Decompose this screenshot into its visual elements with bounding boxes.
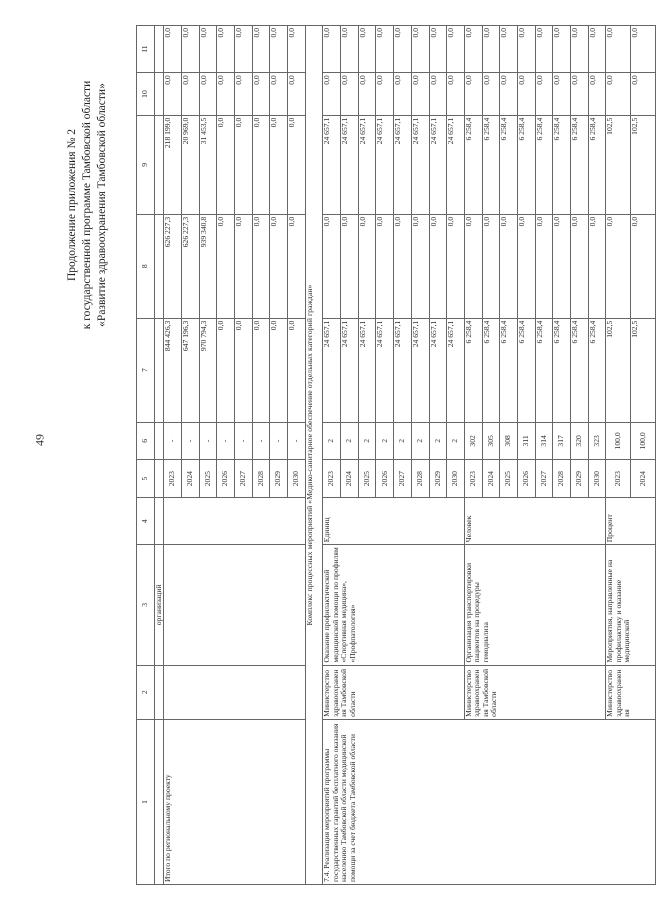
- other-amount: 0,0: [181, 26, 199, 73]
- municipal-amount: 0,0: [358, 73, 376, 115]
- indicator-value: 100,0: [631, 422, 656, 460]
- indicator-value: 308: [500, 422, 518, 460]
- other-amount: 0,0: [358, 26, 376, 73]
- indicator-name: Организация транспортировки пациентов на процедуры гемодиализа: [464, 545, 606, 665]
- federal-amount: 0,0: [252, 214, 270, 318]
- year-cell: 2030: [588, 460, 606, 498]
- row-label-total: Итого по региональному проекту: [164, 719, 306, 884]
- indicator-value: -: [252, 422, 270, 460]
- indicator-value: -: [164, 422, 182, 460]
- regional-amount: 24 657,1: [411, 115, 429, 214]
- other-amount: 0,0: [464, 26, 482, 73]
- indicator-value: 323: [588, 422, 606, 460]
- indicator-value: 2: [411, 422, 429, 460]
- total-amount: 6 258,4: [500, 318, 518, 422]
- indicator-value: -: [270, 422, 288, 460]
- total-amount: 6 258,4: [571, 318, 589, 422]
- measure-label: 7.4. Реализация мероприятий программы государственных гарантий бесплатного оказания населению Тамбовской области медицинской помощи за счет бюджета Тамбовской области: [323, 719, 656, 884]
- regional-amount: 6 258,4: [571, 115, 589, 214]
- total-amount: 24 657,1: [429, 318, 447, 422]
- total-amount: 0,0: [252, 318, 270, 422]
- regional-amount: 6 258,4: [500, 115, 518, 214]
- municipal-amount: 0,0: [217, 73, 235, 115]
- federal-amount: 0,0: [631, 214, 656, 318]
- regional-amount: 24 657,1: [358, 115, 376, 214]
- total-amount: 970 794,3: [199, 318, 217, 422]
- federal-amount: 0,0: [571, 214, 589, 318]
- federal-amount: 0,0: [517, 214, 535, 318]
- federal-amount: 0,0: [553, 214, 571, 318]
- federal-amount: 0,0: [341, 214, 359, 318]
- other-amount: 0,0: [606, 26, 631, 73]
- table-row: [323, 26, 341, 885]
- municipal-amount: 0,0: [482, 73, 500, 115]
- total-amount: 6 258,4: [482, 318, 500, 422]
- other-amount: 0,0: [588, 26, 606, 73]
- program-title: «Развитие здравоохранения Тамбовской области»: [96, 83, 108, 327]
- municipal-amount: 0,0: [429, 73, 447, 115]
- municipal-amount: 0,0: [464, 73, 482, 115]
- total-amount: 24 657,1: [394, 318, 412, 422]
- total-amount: 24 657,1: [447, 318, 465, 422]
- indicator-name: Оказание профилактической медицинской помощи по профилям «Спортивная медицина», «Профпатология»: [323, 545, 465, 665]
- regional-amount: 0,0: [217, 115, 235, 214]
- col-num: 8: [137, 214, 155, 318]
- year-cell: 2028: [553, 460, 571, 498]
- empty-cell: [154, 665, 164, 719]
- carry-over-text: организаций: [154, 545, 164, 665]
- empty-cell: [164, 545, 306, 665]
- other-amount: 0,0: [341, 26, 359, 73]
- table-body: [137, 26, 656, 885]
- municipal-amount: 0,0: [234, 73, 252, 115]
- total-amount: 6 258,4: [464, 318, 482, 422]
- empty-cell: [154, 498, 164, 545]
- col-num: 4: [137, 498, 155, 545]
- regional-amount: 24 657,1: [447, 115, 465, 214]
- municipal-amount: 0,0: [500, 73, 518, 115]
- table-row: [164, 26, 182, 885]
- municipal-amount: 0,0: [341, 73, 359, 115]
- section-row: [305, 26, 323, 885]
- total-amount: 6 258,4: [553, 318, 571, 422]
- total-amount: 0,0: [270, 318, 288, 422]
- regional-amount: 31 453,5: [199, 115, 217, 214]
- other-amount: 0,0: [553, 26, 571, 73]
- year-cell: 2027: [394, 460, 412, 498]
- year-cell: 2024: [482, 460, 500, 498]
- regional-amount: 6 258,4: [517, 115, 535, 214]
- indicator-value: 2: [394, 422, 412, 460]
- regional-amount: 6 258,4: [482, 115, 500, 214]
- year-cell: 2026: [217, 460, 235, 498]
- regional-amount: 24 657,1: [323, 115, 341, 214]
- federal-amount: 0,0: [234, 214, 252, 318]
- federal-amount: 0,0: [606, 214, 631, 318]
- regional-amount: 24 657,1: [376, 115, 394, 214]
- municipal-amount: 0,0: [447, 73, 465, 115]
- year-cell: 2026: [376, 460, 394, 498]
- municipal-amount: 0,0: [181, 73, 199, 115]
- municipal-amount: 0,0: [164, 73, 182, 115]
- regional-amount: 0,0: [270, 115, 288, 214]
- federal-amount: 0,0: [217, 214, 235, 318]
- unit-cell: Процент: [606, 498, 656, 545]
- municipal-amount: 0,0: [553, 73, 571, 115]
- other-amount: 0,0: [199, 26, 217, 73]
- year-cell: 2028: [411, 460, 429, 498]
- total-amount: 24 657,1: [323, 318, 341, 422]
- other-amount: 0,0: [571, 26, 589, 73]
- regional-amount: 218 199,0: [164, 115, 182, 214]
- year-cell: 2030: [288, 460, 306, 498]
- unit-cell: Человек: [464, 498, 606, 545]
- col-num: 7: [137, 318, 155, 422]
- year-cell: 2023: [164, 460, 182, 498]
- federal-amount: 0,0: [588, 214, 606, 318]
- col-num: 9: [137, 115, 155, 214]
- municipal-amount: 0,0: [376, 73, 394, 115]
- column-number-row: [137, 26, 155, 885]
- indicator-value: 305: [482, 422, 500, 460]
- col-num: 5: [137, 460, 155, 498]
- other-amount: 0,0: [500, 26, 518, 73]
- year-cell: 2029: [270, 460, 288, 498]
- federal-amount: 0,0: [482, 214, 500, 318]
- total-amount: 24 657,1: [376, 318, 394, 422]
- col-num: 10: [137, 73, 155, 115]
- other-amount: 0,0: [429, 26, 447, 73]
- year-cell: 2025: [199, 460, 217, 498]
- year-cell: 2024: [631, 460, 656, 498]
- municipal-amount: 0,0: [606, 73, 631, 115]
- federal-amount: 0,0: [394, 214, 412, 318]
- total-amount: 0,0: [234, 318, 252, 422]
- federal-amount: 0,0: [411, 214, 429, 318]
- indicator-value: 2: [447, 422, 465, 460]
- col-num: 3: [137, 545, 155, 665]
- other-amount: 0,0: [631, 26, 656, 73]
- year-cell: 2023: [606, 460, 631, 498]
- federal-amount: 0,0: [270, 214, 288, 318]
- indicator-value: 2: [429, 422, 447, 460]
- indicator-value: 314: [535, 422, 553, 460]
- col-num: 6: [137, 422, 155, 460]
- year-cell: 2028: [252, 460, 270, 498]
- municipal-amount: 0,0: [631, 73, 656, 115]
- indicator-value: 2: [358, 422, 376, 460]
- municipal-amount: 0,0: [535, 73, 553, 115]
- indicator-value: 311: [517, 422, 535, 460]
- regional-amount: 24 657,1: [341, 115, 359, 214]
- year-cell: 2024: [341, 460, 359, 498]
- total-amount: 102,5: [606, 318, 631, 422]
- indicator-value: 2: [323, 422, 341, 460]
- indicator-value: -: [181, 422, 199, 460]
- total-amount: 24 657,1: [341, 318, 359, 422]
- regional-amount: 24 657,1: [394, 115, 412, 214]
- regional-amount: 6 258,4: [535, 115, 553, 214]
- program-heading: к государственной программе Тамбовской области: [81, 80, 93, 330]
- other-amount: 0,0: [270, 26, 288, 73]
- indicator-value: 302: [464, 422, 482, 460]
- indicator-value: -: [288, 422, 306, 460]
- empty-cell: [164, 498, 306, 545]
- page-number: 49: [32, 434, 47, 446]
- executor-cell: Министерство здравоохранения: [606, 665, 656, 719]
- empty-cell: [154, 422, 164, 460]
- empty-cell: [164, 665, 306, 719]
- section-title: Комплекс процессных мероприятий «Медико-санитарное обеспечение отдельных категорий граждан»: [305, 26, 323, 885]
- federal-amount: 939 340,8: [199, 214, 217, 318]
- carry-over-row: [154, 26, 164, 885]
- federal-amount: 0,0: [376, 214, 394, 318]
- municipal-amount: 0,0: [252, 73, 270, 115]
- other-amount: 0,0: [234, 26, 252, 73]
- indicator-value: 317: [553, 422, 571, 460]
- municipal-amount: 0,0: [588, 73, 606, 115]
- municipal-amount: 0,0: [288, 73, 306, 115]
- year-cell: 2027: [535, 460, 553, 498]
- municipal-amount: 0,0: [394, 73, 412, 115]
- total-amount: 844 426,3: [164, 318, 182, 422]
- regional-amount: 6 258,4: [588, 115, 606, 214]
- rotated-table-area: [136, 25, 656, 885]
- year-cell: 2024: [181, 460, 199, 498]
- executor-cell: Министерство здравоохранения Тамбовской области: [464, 665, 606, 719]
- indicator-value: -: [234, 422, 252, 460]
- other-amount: 0,0: [482, 26, 500, 73]
- year-cell: 2029: [571, 460, 589, 498]
- other-amount: 0,0: [411, 26, 429, 73]
- municipal-amount: 0,0: [270, 73, 288, 115]
- municipal-amount: 0,0: [571, 73, 589, 115]
- federal-amount: 0,0: [535, 214, 553, 318]
- indicator-value: 100,0: [606, 422, 631, 460]
- other-amount: 0,0: [217, 26, 235, 73]
- other-amount: 0,0: [323, 26, 341, 73]
- total-amount: 0,0: [217, 318, 235, 422]
- total-amount: 6 258,4: [517, 318, 535, 422]
- unit-cell: Единиц: [323, 498, 465, 545]
- other-amount: 0,0: [517, 26, 535, 73]
- federal-amount: 0,0: [429, 214, 447, 318]
- indicator-name: Мероприятия, направленные на профилактику и оказание медицинской: [606, 545, 656, 665]
- other-amount: 0,0: [252, 26, 270, 73]
- total-amount: 24 657,1: [411, 318, 429, 422]
- year-cell: 2026: [517, 460, 535, 498]
- other-amount: 0,0: [535, 26, 553, 73]
- year-cell: 2027: [234, 460, 252, 498]
- federal-amount: 0,0: [323, 214, 341, 318]
- regional-amount: 102,5: [631, 115, 656, 214]
- other-amount: 0,0: [376, 26, 394, 73]
- year-cell: 2030: [447, 460, 465, 498]
- federal-amount: 0,0: [464, 214, 482, 318]
- other-amount: 0,0: [394, 26, 412, 73]
- federal-amount: 0,0: [288, 214, 306, 318]
- regional-amount: 0,0: [234, 115, 252, 214]
- federal-amount: 0,0: [500, 214, 518, 318]
- other-amount: 0,0: [447, 26, 465, 73]
- year-cell: 2025: [358, 460, 376, 498]
- indicator-value: -: [217, 422, 235, 460]
- total-amount: 6 258,4: [588, 318, 606, 422]
- year-cell: 2025: [500, 460, 518, 498]
- other-amount: 0,0: [164, 26, 182, 73]
- regional-amount: 0,0: [288, 115, 306, 214]
- other-amount: 0,0: [288, 26, 306, 73]
- federal-amount: 0,0: [447, 214, 465, 318]
- regional-amount: 6 258,4: [464, 115, 482, 214]
- municipal-amount: 0,0: [411, 73, 429, 115]
- federal-amount: 626 227,3: [181, 214, 199, 318]
- col-num: 1: [137, 719, 155, 884]
- regional-amount: 20 969,0: [181, 115, 199, 214]
- municipal-amount: 0,0: [199, 73, 217, 115]
- col-num: 11: [137, 26, 155, 73]
- year-cell: 2023: [323, 460, 341, 498]
- municipal-amount: 0,0: [517, 73, 535, 115]
- indicator-value: 2: [376, 422, 394, 460]
- budget-table: [136, 25, 656, 885]
- col-num: 2: [137, 665, 155, 719]
- regional-amount: 102,5: [606, 115, 631, 214]
- regional-amount: 24 657,1: [429, 115, 447, 214]
- appendix-heading: Продолжение приложения № 2: [66, 128, 78, 282]
- municipal-amount: 0,0: [323, 73, 341, 115]
- year-cell: 2023: [464, 460, 482, 498]
- year-cell: 2029: [429, 460, 447, 498]
- total-amount: 102,5: [631, 318, 656, 422]
- total-amount: 24 657,1: [358, 318, 376, 422]
- regional-amount: 0,0: [252, 115, 270, 214]
- total-amount: 647 196,3: [181, 318, 199, 422]
- indicator-value: 2: [341, 422, 359, 460]
- regional-amount: 6 258,4: [553, 115, 571, 214]
- executor-cell: Министерство здравоохранения Тамбовской области: [323, 665, 465, 719]
- federal-amount: 626 227,3: [164, 214, 182, 318]
- indicator-value: 320: [571, 422, 589, 460]
- empty-cell: [154, 460, 164, 498]
- total-amount: 6 258,4: [535, 318, 553, 422]
- indicator-value: -: [199, 422, 217, 460]
- total-amount: 0,0: [288, 318, 306, 422]
- federal-amount: 0,0: [358, 214, 376, 318]
